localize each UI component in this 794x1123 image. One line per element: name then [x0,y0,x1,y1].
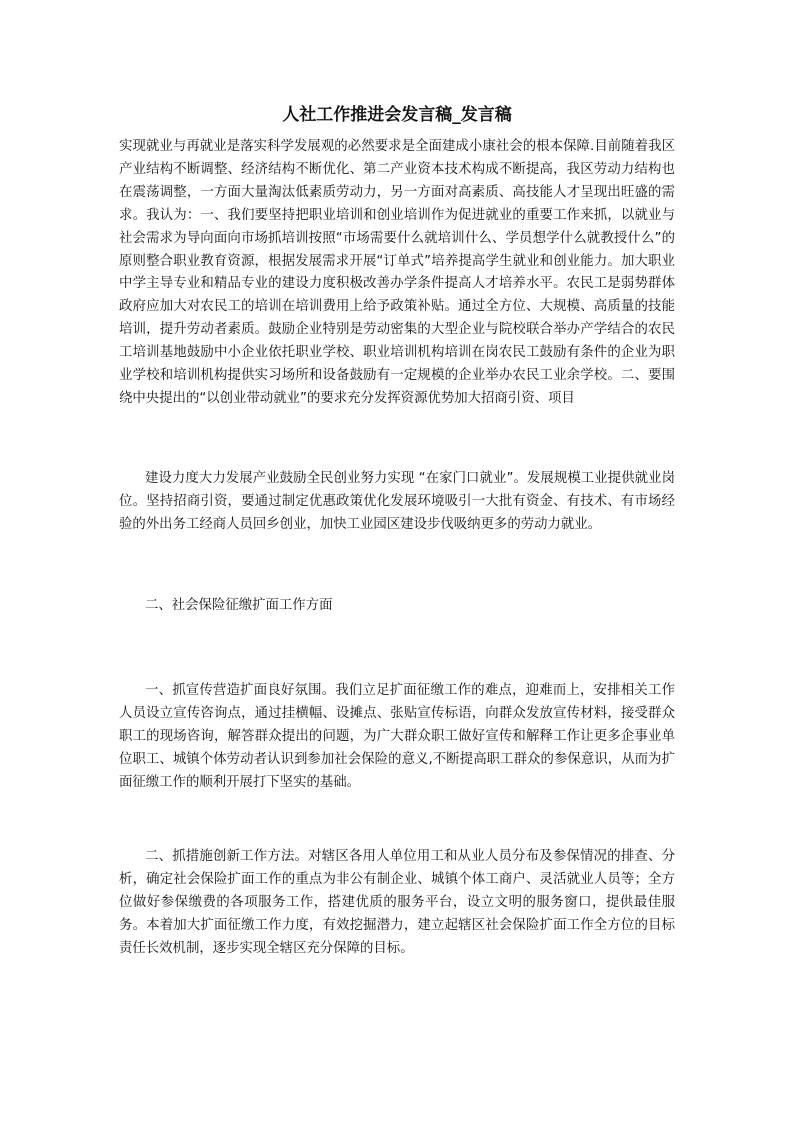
paragraph-innovation: 二、抓措施创新工作方法。对辖区各用人单位用工和从业人员分布及参保情况的排查、分析，确定社会保险扩面工作的重点为非公有制企业、城镇个体工商户、灵活就业人员等；全方位做好参保缴费的各项服务工作，搭建优质的服务平台，设立文明的服务窗口，提供最佳服务。本着加大扩面征缴工作力度，有效挖掘潜力，建立起辖区社会保险扩面工作全方位的目标责任长效机制，逐步实现全辖区充分保障的目标。 [119,849,675,956]
paragraph-publicity: 一、抓宣传营造扩面良好氛围。我们立足扩面征缴工作的难点，迎难而上，安排相关工作人员设立宣传咨询点，通过挂横幅、设摊点、张贴宣传标语，向群众发放宣传材料，接受群众职工的现场咨询，解答群众提出的问题，为广大群众职工做好宣传和解释工作让更多企事业单位职工、城镇个体劳动者认识到参加社会保险的意义,不断提高职工群众的参保意识，从而为扩面征缴工作的顺利开展打下坚实的基础。 [119,683,675,790]
paragraph-project-construction: 建设力度大力发展产业鼓励全民创业努力实现 “在家门口就业”。发展规模工业提供就业岗位。坚持招商引资，要通过制定优惠政策优化发展环境吸引一大批有资金、有技术、有市场经验的外出务工经商人员回乡创业，加快工业园区建设步伐吸纳更多的劳动力就业。 [119,471,675,532]
section-heading-social-insurance: 二、社会保险征缴扩面工作方面 [145,598,333,613]
document-title: 人社工作推进会发言稿_发言稿 [282,105,512,125]
paragraph-employment: 实现就业与再就业是落实科学发展观的必然要求是全面建成小康社会的根本保障.目前随着我区产业结构不断调整、经济结构不断优化、第二产业资本技术构成不断提高，我区劳动力结构也在震荡调整，一方面大量淘汰低素质劳动力，另一方面对高素质、高技能人才呈现出旺盛的需求。我认为：一、我们要坚持把职业培训和创业培训作为促进就业的重要工作来抓，以就业与社会需求为导向面向市场抓培训按照“市场需要什么就培训什么、学员想学什么就教授什么”的原则整合职业教育资源，根据发展需求开展“订单式”培养提高学生就业和创业能力。加大职业中学主导专业和精品专业的建设力度积极改善办学条件提高人才培养水平。农民工是弱势群体政府应加大对农民工的培训在培训费用上给予政策补贴。通过全方位、大规模、高质量的技能培训，提升劳动者素质。鼓励企业特别是劳动密集的大型企业与院校联合举办产学结合的农民工培训基地鼓励中小企业依托职业学校、职业培训机构培训在岗农民工鼓励有条件的企业为职业学校和培训机构提供实习场所和设备鼓励有一定规模的企业举办农民工业余学校。二、要围绕中央提出的“以创业带动就业”的要求充分发挥资源优势加大招商引资、项目 [119,139,675,406]
